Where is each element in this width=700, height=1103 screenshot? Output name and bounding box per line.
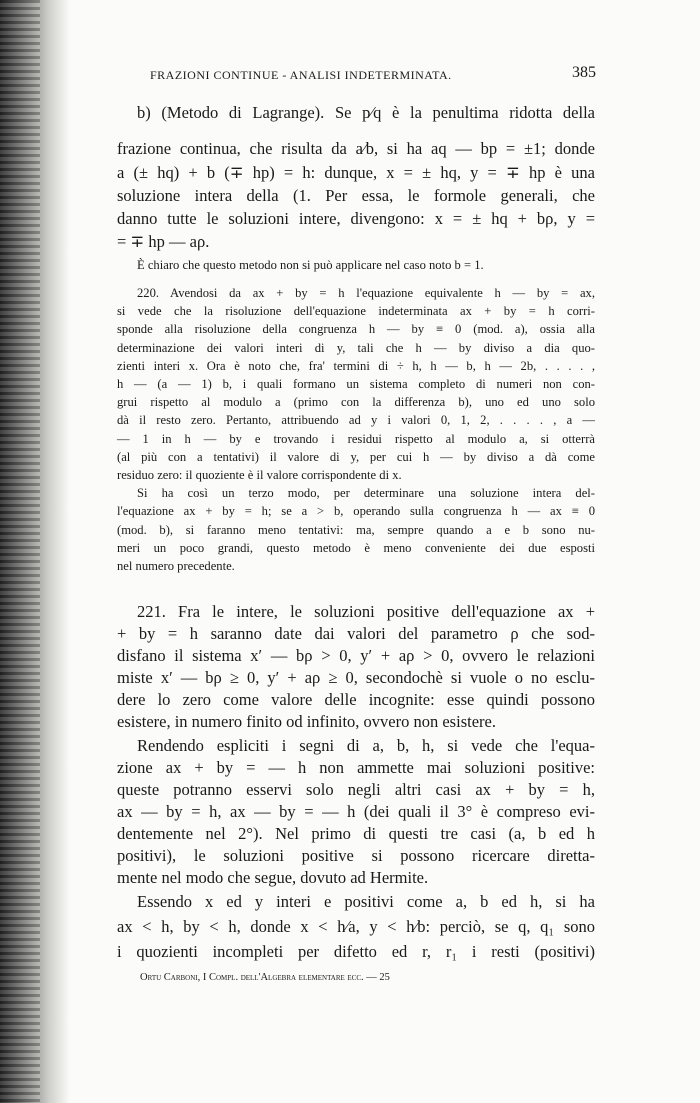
text-line: esistere, in numero finito od infinito, ovvero non esistere. bbox=[117, 712, 496, 731]
text-line: + by = h saranno date dai valori del parametro ρ che sod- bbox=[117, 624, 595, 643]
text-line: dere lo zero come valore delle incognite: esse quindi possono bbox=[117, 690, 595, 709]
text-line: disfano il sistema x′ — bρ > 0, y′ + aρ > 0, ovvero le relazioni bbox=[117, 646, 595, 665]
text-line: i quozienti incompleti per difetto ed r, r₁ i resti (positivi) bbox=[117, 942, 595, 961]
text-line: nel numero precedente. bbox=[117, 559, 235, 573]
text-line: ax — by = h, ax — by = — h (dei quali il 3° è compreso evi- bbox=[117, 802, 595, 821]
text-line: Essendo x ed y interi e positivi come a, b ed h, si ha bbox=[137, 892, 595, 911]
text-line: queste potranno esservi solo negli altri casi ax + by = h, bbox=[117, 780, 595, 799]
text-line: (mod. b), si faranno meno tentativi: ma, sempre quando a e b sono nu- bbox=[117, 522, 595, 537]
text-line: mente nel modo che segue, dovuto ad Hermite. bbox=[117, 868, 429, 887]
text-line: h — (a — 1) b, i quali formano un sistema completo di numeri non con- bbox=[117, 377, 595, 391]
page-number: 385 bbox=[572, 64, 596, 81]
text-line: ax < h, by < h, donde x < h⁄a, y < h⁄b: perciò, se q, q₁ sono bbox=[117, 917, 595, 936]
book-binding-edge bbox=[0, 0, 40, 1103]
footer-signature: Ortu Carboni, I Compl. dell'Algebra elementare ecc. — 25 bbox=[140, 972, 390, 983]
text-line: (al più con a tentativi) il valore di y, per cui h — by diviso a dà come bbox=[117, 449, 595, 464]
text-line: b) (Metodo di Lagrange). Se p⁄q è la penultima ridotta della bbox=[137, 103, 595, 122]
text-line: Rendendo espliciti i segni di a, b, h, si vede che l'equa- bbox=[137, 736, 595, 755]
text-line: residuo zero: il quoziente è il valore corrispondente di x. bbox=[117, 468, 402, 482]
note-line: È chiaro che questo metodo non si può applicare nel caso noto b = 1. bbox=[137, 258, 484, 272]
text-line: 221. Fra le intere, le soluzioni positive dell'equazione ax + bbox=[137, 602, 595, 621]
text-line: zienti interi x. Ora è noto che, fra' termini di ÷ h, h — b, h — 2b, . . . . , bbox=[117, 358, 595, 373]
text-line: = ∓ hp — aρ. bbox=[117, 232, 210, 251]
text-line: soluzione intera della (1. Per essa, le formole generali, che bbox=[117, 186, 595, 205]
text-line: a (± hq) + b (∓ hp) = h: dunque, x = ± hq, y = ∓ hp è una bbox=[117, 163, 595, 182]
text-line: — 1 in h — by e trovando i residui rispetto al modulo a, si otterrà bbox=[117, 431, 595, 446]
text-line: danno tutte le soluzioni intere, divengono: x = ± hq + bρ, y = bbox=[117, 209, 595, 228]
text-line: l'equazione ax + by = h; se a > b, operando sulla congruenza h — ax ≡ 0 bbox=[117, 504, 595, 519]
text-line: Si ha così un terzo modo, per determinare una soluzione intera del- bbox=[137, 486, 595, 501]
running-title: FRAZIONI CONTINUE - ANALISI INDETERMINATA. bbox=[150, 68, 452, 82]
text-line: miste x′ — bρ ≥ 0, y′ + aρ ≥ 0, secondochè si vuole o no esclu- bbox=[117, 668, 595, 687]
text-line: 220. Avendosi da ax + by = h l'equazione equivalente h — by = ax, bbox=[137, 286, 595, 300]
running-header bbox=[150, 66, 596, 86]
text-line: dà il resto zero. Pertanto, attribuendo ad y i valori 0, 1, 2, . . . . , a — bbox=[117, 413, 595, 428]
text-line: frazione continua, che risulta da a⁄b, si ha aq — bp = ±1; donde bbox=[117, 139, 595, 158]
text-line: meri un poco grandi, questo metodo è meno conveniente dei due esposti bbox=[117, 540, 595, 555]
text-line: grui rispetto al modulo a (primo con la differenza b), uno ed uno solo bbox=[117, 395, 595, 410]
text-line: zione ax + by = — h non ammette mai soluzioni positive: bbox=[117, 758, 595, 777]
text-line: positivi), le soluzioni positive si possono ricercare diretta- bbox=[117, 846, 595, 865]
text-line: dentemente nel 2°). Nel primo di questi tre casi (a, b ed h bbox=[117, 824, 595, 843]
text-line: sponde alla risoluzione della congruenza h — by ≡ 0 (mod. a), ossia alla bbox=[117, 322, 595, 337]
text-line: si vede che la risoluzione dell'equazione indeterminata ax + by = h corri- bbox=[117, 304, 595, 319]
text-line: determinazione dei valori interi di y, tali che h — by diviso a dia quo- bbox=[117, 340, 595, 355]
